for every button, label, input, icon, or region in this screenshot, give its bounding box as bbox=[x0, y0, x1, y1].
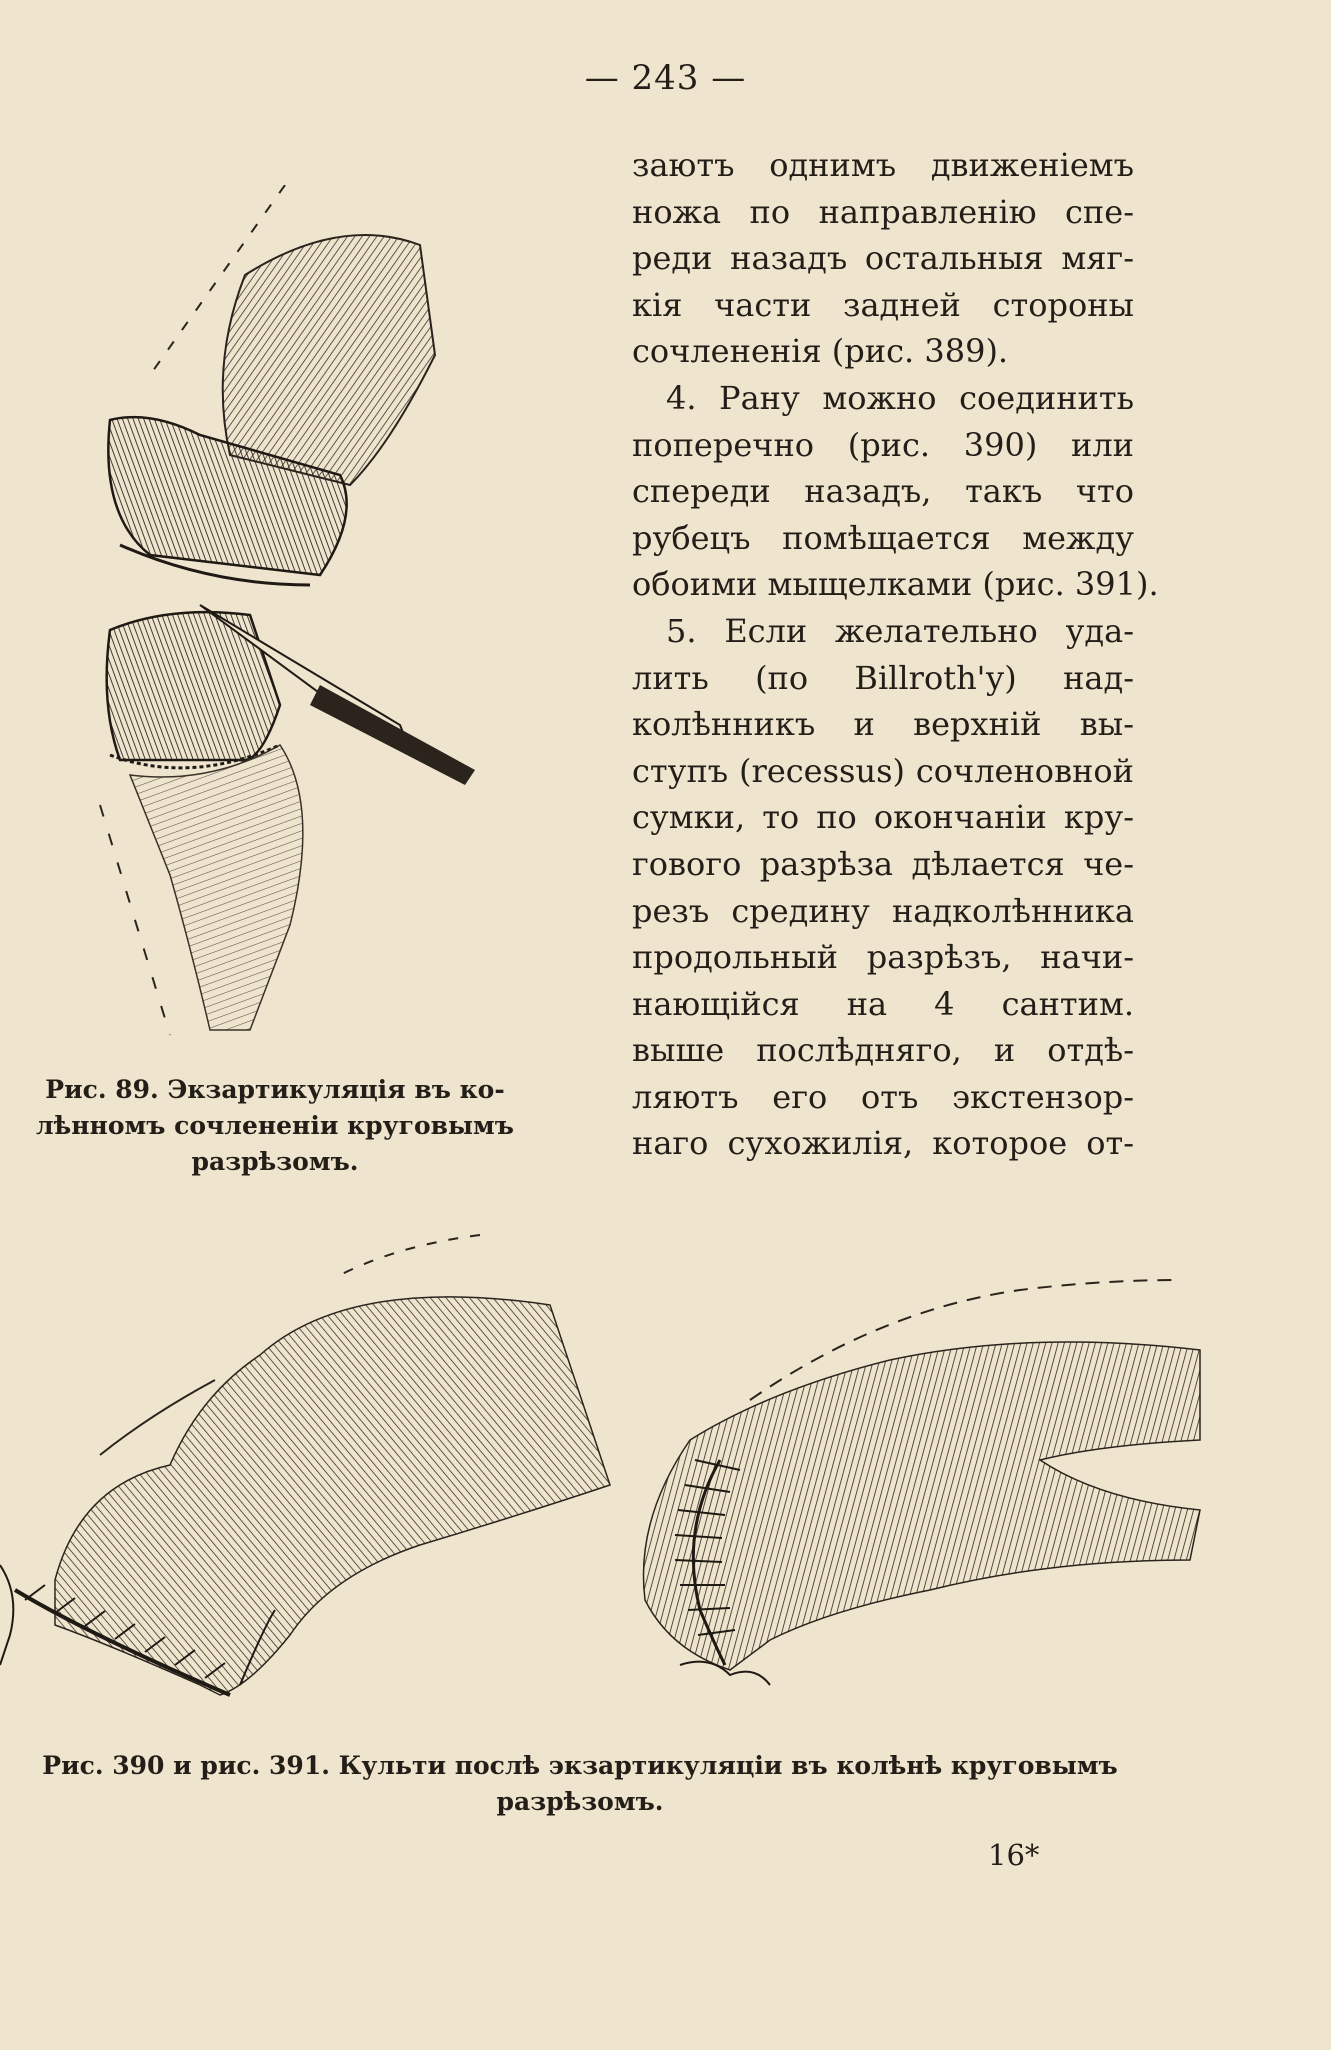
figure-89-caption bbox=[30, 1072, 520, 1180]
caption-line: Рис. 89. Экзартикуляцiя въ ко- bbox=[45, 1075, 505, 1104]
text-line: лить (по Billroth'у) над- bbox=[632, 658, 1134, 697]
text-line: рубецъ помѣщается между bbox=[632, 518, 1134, 557]
figures-390-391-caption bbox=[20, 1748, 1140, 1820]
text-line: резъ средину надколѣнника bbox=[632, 891, 1134, 930]
text-line: ляютъ его отъ экстензор- bbox=[632, 1077, 1134, 1116]
text-line: реди назадъ остальныя мяг- bbox=[632, 239, 1134, 278]
text-line: поперечно (рис. 390) или bbox=[632, 425, 1134, 464]
knee-exarticulation-illustration bbox=[90, 185, 540, 1065]
stump-anteroposterior-suture-illustration bbox=[630, 1270, 1220, 1700]
text-line: 5. Если желательно уда- bbox=[666, 611, 1134, 650]
text-line: 4. Рану можно соединить bbox=[666, 378, 1134, 417]
caption-line: лѣнномъ сочлененiи круговымъ bbox=[36, 1111, 514, 1140]
text-line: обоими мыщелками (рис. 391). bbox=[632, 565, 1159, 604]
text-line: спереди назадъ, такъ что bbox=[632, 472, 1134, 511]
text-line: выше послѣдняго, и отдѣ- bbox=[632, 1031, 1134, 1070]
text-line: колѣнникъ и верхнiй вы- bbox=[632, 705, 1134, 744]
text-line: сочлененiя (рис. 389). bbox=[632, 332, 1009, 371]
caption-line: Рис. 390 и рис. 391. Культи послѣ экзартикуляцiи въ колѣнѣ круговымъ bbox=[42, 1751, 1118, 1780]
text-line: ступъ (recessus) сочленовной bbox=[632, 751, 1134, 790]
text-line: гового разрѣза дѣлается че- bbox=[632, 844, 1134, 883]
caption-line: разрѣзомъ. bbox=[191, 1147, 359, 1176]
signature-mark: 16* bbox=[988, 1838, 1040, 1872]
text-line: нающiйся на 4 сантим. bbox=[632, 984, 1134, 1023]
text-line: заютъ однимъ движенiемъ bbox=[632, 146, 1134, 184]
text-line: кiя части задней стороны bbox=[632, 285, 1134, 324]
text-line: сумки, то по окончанiи кру- bbox=[632, 798, 1134, 837]
caption-line: разрѣзомъ. bbox=[496, 1787, 664, 1816]
text-line: ножа по направленiю спе- bbox=[632, 192, 1134, 231]
text-line: наго сухожилiя, которое от- bbox=[632, 1124, 1134, 1163]
body-text-column bbox=[632, 142, 1159, 1167]
stump-transverse-suture-illustration bbox=[0, 1215, 625, 1705]
text-line: продольный разрѣзъ, начи- bbox=[632, 938, 1134, 977]
page-number: — 243 — bbox=[584, 58, 747, 98]
